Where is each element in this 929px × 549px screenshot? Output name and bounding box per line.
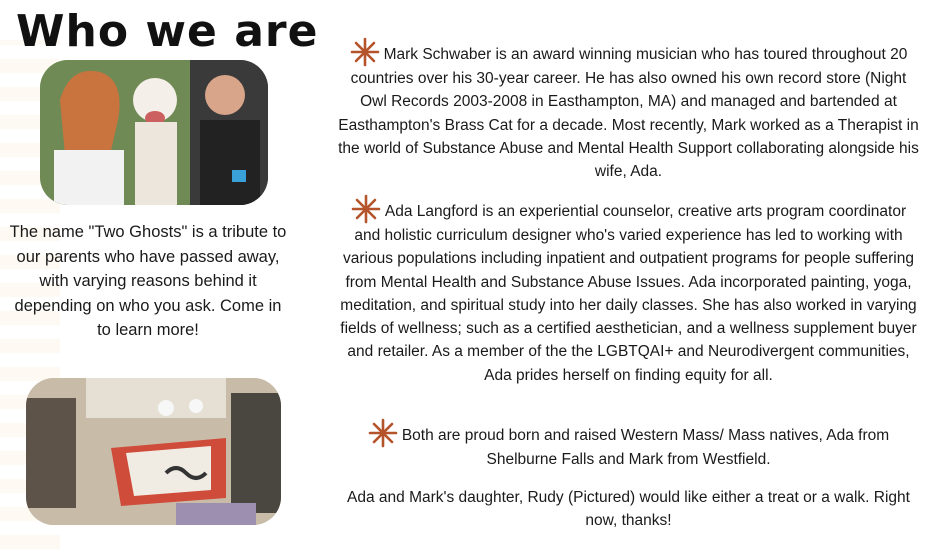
rudy-text: Ada and Mark's daughter, Rudy (Pictured) would like either a treat or a walk. Right now, thanks! [347,489,910,530]
both-natives-text [336,418,921,471]
both-natives-text-content: Both are proud born and raised Western Mass/ Mass natives, Ada from Shelburne Falls and Mark from Westfield. [401,427,890,468]
shrine-altar-photo [26,378,281,525]
mark-bio [336,37,921,183]
ada-bio-text: Ada Langford is an experiential counselor, creative arts program coordinator and holistic curriculum designer who's varied experience has led to working with various populations including inpatient and outpatient programs for people suffering from Mental Health and Substance Abuse Issues. Ada incorporated painting, yoga, meditation, and spiritual study into her daily classes. She has also worked in varying fields of wellness; such as a certified aesthetician, and a wellness supplement buyer and retailer. As a member of the the LGBTQAI+ and Neurodivergent communities, Ada prides herself on finding equity for all. [340,203,917,384]
asterisk-star-icon [351,194,381,224]
mark-bio-text: Mark Schwaber is an award winning musician who has toured throughout 20 countries over his 30-year career. He has also owned his own record store (Night Owl Records 2003-2008 in Easthampton, MA) and managed and bartended at Easthampton's Brass Cat for a decade. Most recently, Mark worked as a Therapist in the world of Substance Abuse and Mental Health Support collaborating alongside his wife, Ada. [338,46,919,181]
asterisk-star-icon [350,37,380,67]
asterisk-star-icon [368,418,398,448]
shrine-photo-illustration [26,378,281,525]
family-photo-illustration [40,60,268,205]
two-ghosts-intro-text: The name "Two Ghosts" is a tribute to our parents who have passed away, with varying reasons behind it depending on who you ask. Come in to learn more! [9,223,287,339]
ada-bio [336,194,921,387]
page-title: Who we are [16,6,319,57]
family-photo-with-dog [40,60,268,205]
